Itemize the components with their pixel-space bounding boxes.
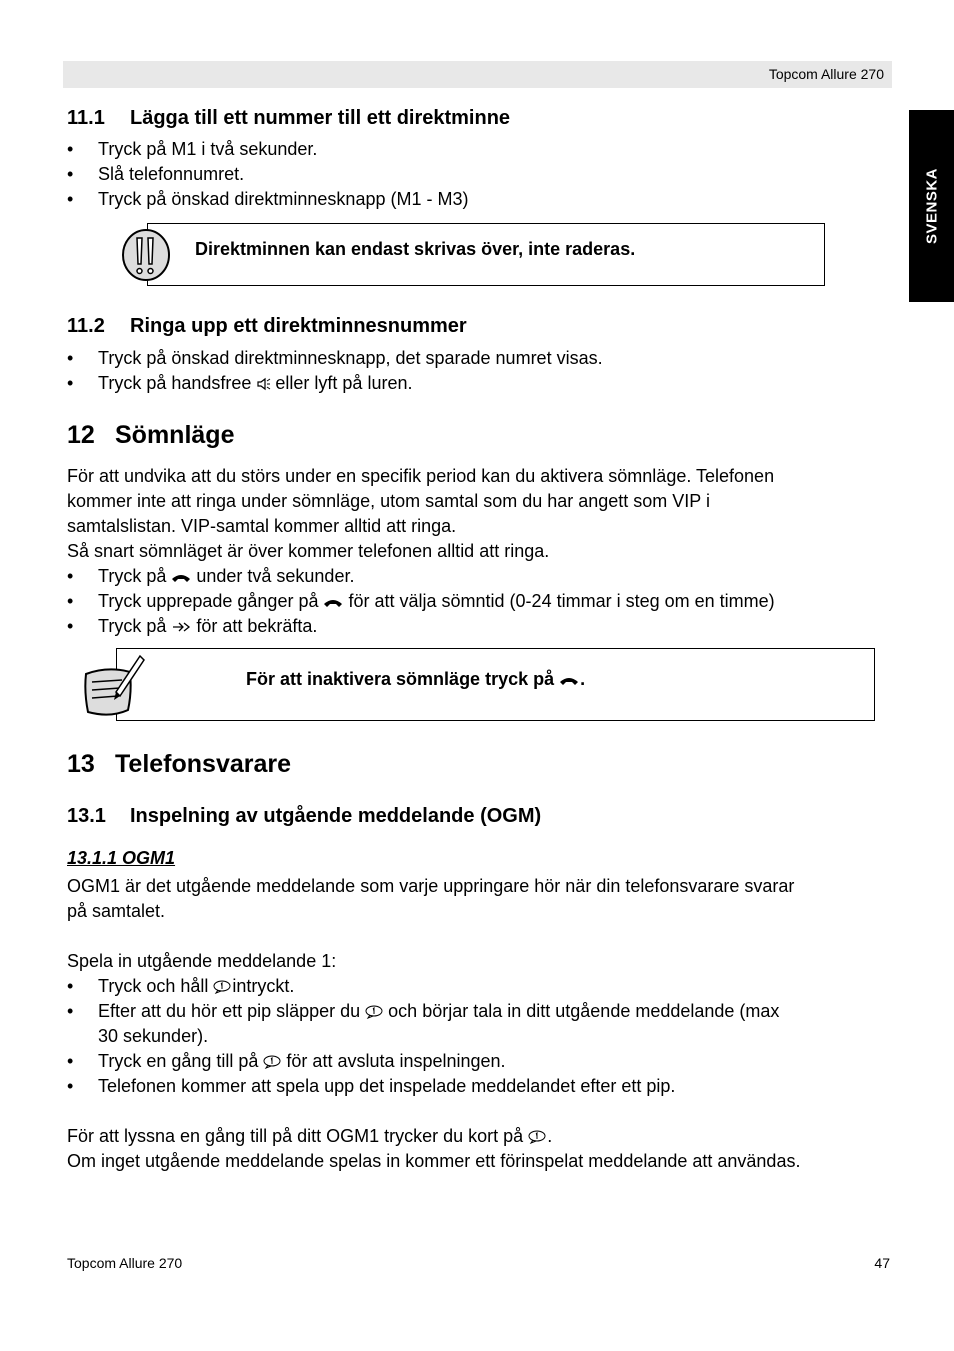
note-text: För att inaktivera sömnläge tryck på . <box>246 669 586 689</box>
heading-13-1: 13.1 Inspelning av utgående meddelande (OGM) <box>67 805 542 827</box>
header-bar <box>63 61 892 88</box>
ogm-icon <box>527 1130 547 1144</box>
paragraph-sleep-2: kommer inte att ringa under sömnläge, utom samtal som du har angett som VIP i <box>67 491 710 511</box>
paragraph-sleep-3: samtalslistan. VIP-samtal kommer alltid att ringa. <box>67 516 457 536</box>
heading-11-1: 11.1 Lägga till ett nummer till ett direktminne <box>67 107 511 129</box>
paragraph-record-intro: Spela in utgående meddelande 1: <box>67 951 337 971</box>
warning-text: Direktminnen kan endast skrivas över, inte raderas. <box>195 239 636 259</box>
footer-title: Topcom Allure 270 <box>67 1255 183 1271</box>
language-tab <box>909 110 954 302</box>
paragraph-sleep-4: Så snart sömnläget är över kommer telefonen alltid att ringa. <box>67 541 550 561</box>
ogm-icon <box>364 1005 384 1019</box>
note-pencil-icon <box>80 652 146 718</box>
ogm-icon <box>212 980 232 994</box>
paragraph-listen: För att lyssna en gång till på ditt OGM1 trycker du kort på . <box>67 1126 553 1146</box>
heading-12: 12 Sömnläge <box>67 421 235 449</box>
heading-11-2: 11.2 Ringa upp ett direktminnesnummer <box>67 315 467 337</box>
speaker-icon <box>255 376 271 392</box>
paragraph-sleep-1: För att undvika att du störs under en specifik period kan du aktivera sömnläge. Telefonen <box>67 466 775 486</box>
paragraph-default-message: Om inget utgående meddelande spelas in kommer ett förinspelat meddelande att användas. <box>67 1151 801 1171</box>
hangup-icon <box>558 673 580 687</box>
confirm-icon <box>170 619 192 635</box>
warning-icon <box>120 226 172 282</box>
ogm-icon <box>262 1055 282 1069</box>
hangup-icon <box>322 595 344 609</box>
paragraph-ogm-1: OGM1 är det utgående meddelande som varje uppringare hör när din telefonsvarare svarar <box>67 876 795 896</box>
header-title: Topcom Allure 270 <box>768 66 884 82</box>
language-tab-label: SVENSKA <box>923 167 940 245</box>
hangup-icon <box>170 570 192 584</box>
page-number: 47 <box>874 1255 890 1271</box>
heading-13: 13 Telefonsvarare <box>67 750 292 778</box>
heading-13-1-1: 13.1.1 OGM1 <box>67 848 176 868</box>
paragraph-ogm-2: på samtalet. <box>67 901 166 921</box>
